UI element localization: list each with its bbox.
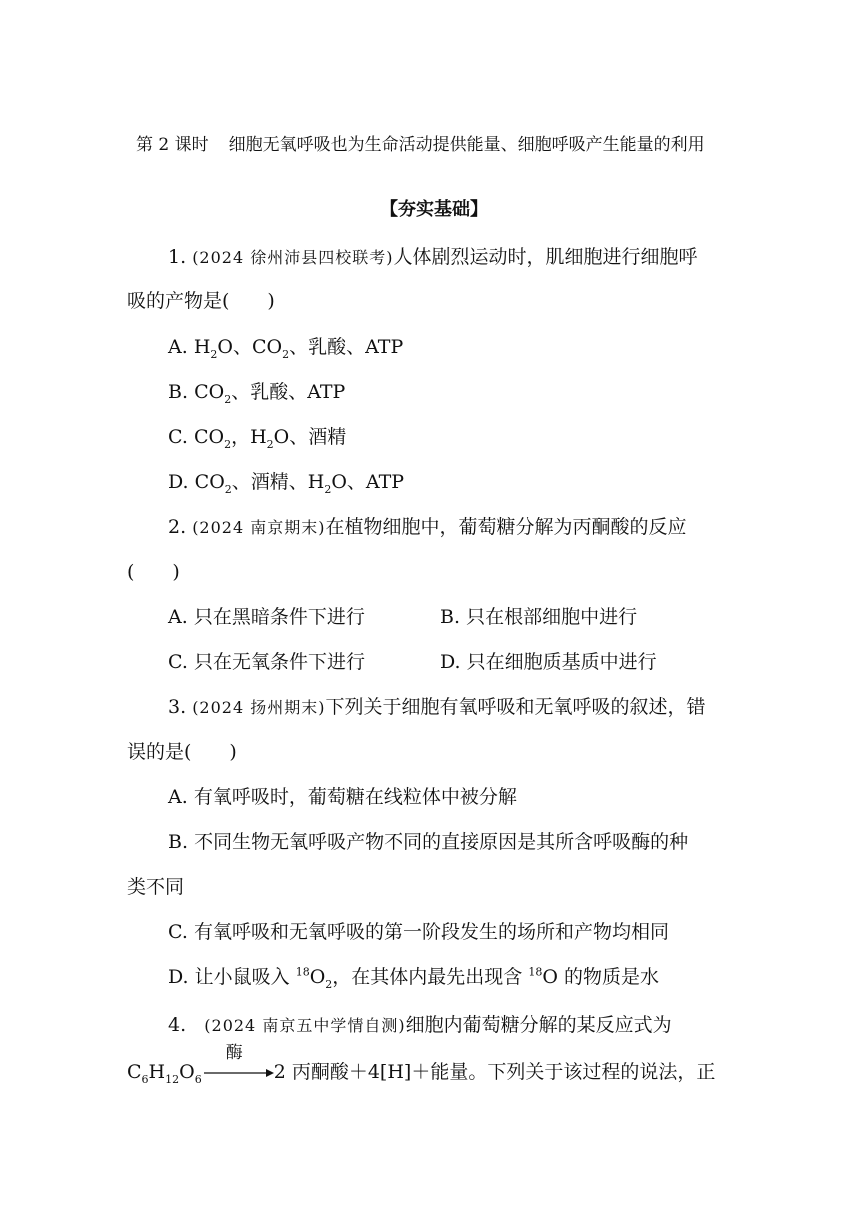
question-source: (2024 南京期末): [192, 518, 326, 537]
question-2-option-a: A. 只在黑暗条件下进行: [168, 606, 365, 628]
arrow-icon: [202, 1067, 274, 1079]
question-number: 3.: [168, 696, 187, 718]
question-text: 人体剧烈运动时，肌细胞进行细胞呼: [393, 246, 698, 268]
question-2-stem-cont: ( ): [127, 561, 180, 583]
lesson-label: 第 2 课时: [136, 135, 209, 155]
question-3-option-b-cont: 类不同: [127, 876, 185, 898]
page-title: [136, 133, 705, 157]
question-3-stem-cont: 误的是( ): [127, 741, 237, 763]
question-3-stem: [168, 695, 706, 720]
question-source: (2024 扬州期末): [192, 698, 326, 717]
lesson-topic: 细胞无氧呼吸也为生命活动提供能量、细胞呼吸产生能量的利用: [228, 135, 705, 155]
question-2-option-d: D. 只在细胞质基质中进行: [440, 651, 657, 673]
question-number: 2.: [168, 516, 187, 538]
question-1-stem: [168, 245, 698, 270]
enzyme-label: 酶: [225, 1043, 243, 1063]
question-text: 下列关于细胞有氧呼吸和无氧呼吸的叙述，错: [325, 696, 706, 718]
question-3-option-a: A. 有氧呼吸时，葡萄糖在线粒体中被分解: [168, 786, 517, 808]
question-text: 细胞内葡萄糖分解的某反应式为: [405, 1014, 672, 1036]
question-source: (2024 徐州沛县四校联考): [192, 248, 394, 267]
question-4-stem: [168, 1013, 672, 1038]
question-3-option-b: B. 不同生物无氧呼吸产物不同的直接原因是其所含呼吸酶的种: [168, 831, 689, 853]
question-3-option-d: D. 让小鼠吸入 $^{18}O_2$，在其体内最先出现含 $^{18}$O 的物质是水: [168, 965, 659, 991]
question-1-stem-cont: 吸的产物是( ): [127, 290, 275, 312]
question-1-option-d: D. $CO_2$、酒精、$H_2O$、ATP: [168, 471, 405, 496]
question-1-option-c: C. $CO_2$，$H_2O$、酒精: [168, 426, 347, 451]
reaction-arrow: [202, 1043, 274, 1085]
question-2-stem: [168, 515, 687, 540]
question-4-formula: $C_6H_{12}O_6$ 酶 2 丙酮酸＋4[H]＋能量。下列关于该过程的说法，正: [127, 1043, 716, 1086]
question-source: (2024 南京五中学情自测): [204, 1016, 406, 1035]
question-1-option-b: B. $CO_2$、乳酸、ATP: [168, 381, 346, 406]
question-text: 在植物细胞中，葡萄糖分解为丙酮酸的反应: [325, 516, 687, 538]
section-heading: 【夯实基础】: [380, 199, 488, 220]
question-2-option-c: C. 只在无氧条件下进行: [168, 651, 365, 673]
question-3-option-c: C. 有氧呼吸和无氧呼吸的第一阶段发生的场所和产物均相同: [168, 921, 669, 943]
question-2-option-b: B. 只在根部细胞中进行: [440, 606, 638, 628]
question-1-option-a: A. $H_2O$、$CO_2$、乳酸、ATP: [168, 336, 404, 361]
question-number: 1.: [168, 246, 187, 268]
question-number: 4.: [168, 1014, 187, 1036]
